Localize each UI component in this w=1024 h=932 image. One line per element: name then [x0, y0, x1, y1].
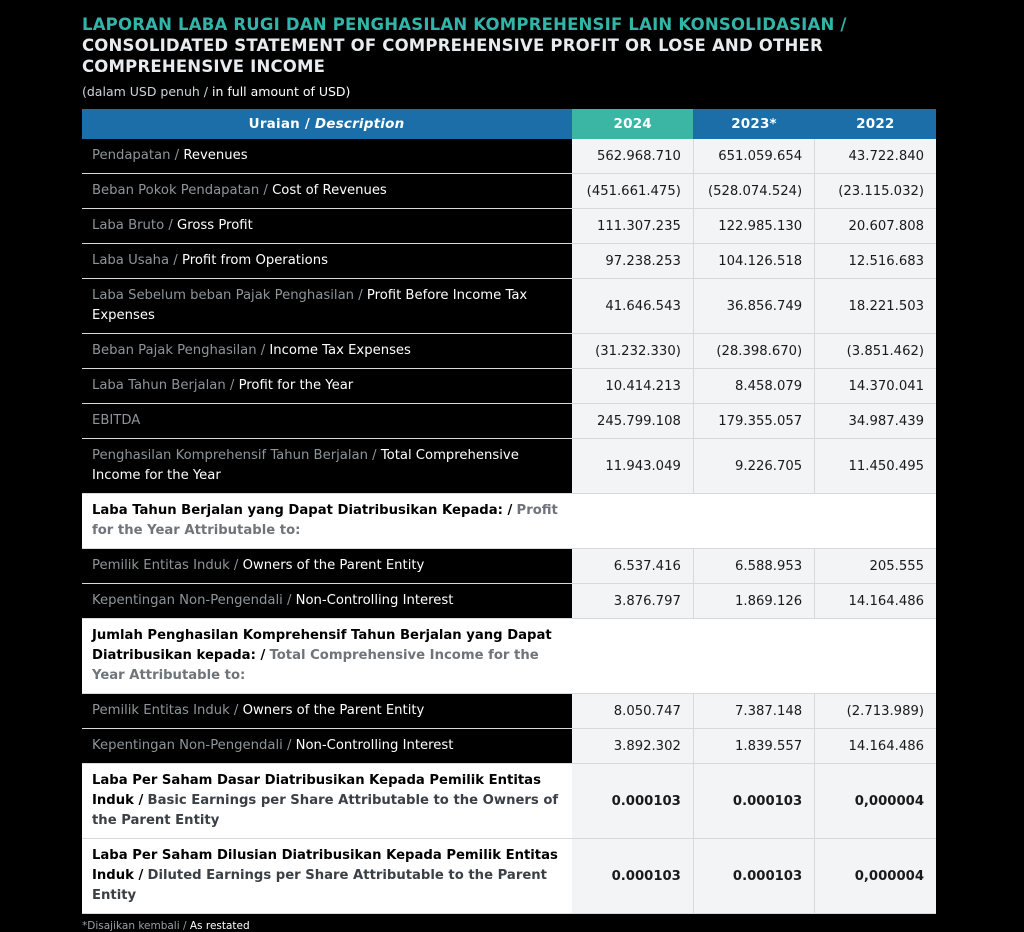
row-value: 8.458.079 [693, 369, 814, 404]
row-label-indonesian: Laba Tahun Berjalan / [92, 378, 235, 393]
row-value: 14.164.486 [815, 729, 936, 764]
row-value: 104.126.518 [693, 244, 814, 279]
row-value-empty [572, 619, 936, 694]
table-row [82, 729, 936, 764]
subtitle-english: in full amount of USD) [212, 84, 351, 99]
row-label [82, 139, 572, 174]
table-row [82, 694, 936, 729]
table-row [82, 404, 936, 439]
row-label-indonesian: Beban Pokok Pendapatan / [92, 183, 268, 198]
row-label [82, 619, 572, 694]
row-value: 11.943.049 [572, 439, 693, 494]
table-row [82, 334, 936, 369]
row-label-english: Profit for the Year Attributable to: [92, 503, 558, 538]
table-body [82, 139, 936, 914]
column-header-description-en: Description [314, 116, 405, 132]
table-row [82, 174, 936, 209]
row-value: 562.968.710 [572, 139, 693, 174]
row-value: 12.516.683 [815, 244, 936, 279]
row-label-indonesian: Kepentingan Non-Pengendali / [92, 738, 292, 753]
footnote [82, 920, 980, 932]
row-value: 245.799.108 [572, 404, 693, 439]
table-row [82, 279, 936, 334]
row-label [82, 549, 572, 584]
footnote-english: As restated [189, 920, 250, 932]
table-row [82, 209, 936, 244]
table-row [82, 139, 936, 174]
row-value: 179.355.057 [693, 404, 814, 439]
row-value: (528.074.524) [693, 174, 814, 209]
row-value: 1.869.126 [693, 584, 814, 619]
row-value: 14.370.041 [815, 369, 936, 404]
row-value: 0.000103 [572, 839, 693, 914]
row-value: 0.000103 [572, 764, 693, 839]
row-label-indonesian: Laba Usaha / [92, 253, 178, 268]
row-label-english: Gross Profit [176, 218, 253, 233]
row-value: 20.607.808 [815, 209, 936, 244]
row-label-indonesian: Pemilik Entitas Induk / [92, 703, 239, 718]
row-label [82, 209, 572, 244]
row-value: 0,000004 [815, 764, 936, 839]
row-value: (28.398.670) [693, 334, 814, 369]
row-value: 3.876.797 [572, 584, 693, 619]
page-title-indonesian: LAPORAN LABA RUGI DAN PENGHASILAN KOMPREHENSIF LAIN KONSOLIDASIAN / [82, 15, 847, 34]
row-label [82, 404, 572, 439]
row-label-english: Non-Controlling Interest [295, 738, 454, 753]
row-value: 41.646.543 [572, 279, 693, 334]
column-header-2024: 2024 [572, 109, 693, 139]
table-row [82, 619, 936, 694]
row-label-english: Total Comprehensive Income for the Year Attributable to: [92, 648, 539, 683]
row-label [82, 694, 572, 729]
row-value: 7.387.148 [693, 694, 814, 729]
row-label-indonesian: Laba Bruto / [92, 218, 173, 233]
row-label-english: Owners of the Parent Entity [242, 703, 425, 718]
row-value: 122.985.130 [693, 209, 814, 244]
row-value: (31.232.330) [572, 334, 693, 369]
column-header-2022: 2022 [815, 109, 936, 139]
row-value: 8.050.747 [572, 694, 693, 729]
column-header-description [82, 109, 572, 139]
row-label-english: Profit Before Income Tax Expenses [92, 288, 528, 323]
table-row [82, 549, 936, 584]
row-value: 9.226.705 [693, 439, 814, 494]
row-value: 43.722.840 [815, 139, 936, 174]
row-value: 10.414.213 [572, 369, 693, 404]
row-label-indonesian: Pemilik Entitas Induk / [92, 558, 239, 573]
row-value: 18.221.503 [815, 279, 936, 334]
row-value: 11.450.495 [815, 439, 936, 494]
row-label [82, 244, 572, 279]
subtitle-indonesian: (dalam USD penuh / [82, 84, 209, 99]
table-row [82, 439, 936, 494]
table-row [82, 369, 936, 404]
row-value: 111.307.235 [572, 209, 693, 244]
row-value: (451.661.475) [572, 174, 693, 209]
row-value: 36.856.749 [693, 279, 814, 334]
row-value: 97.238.253 [572, 244, 693, 279]
row-label-english: Diluted Earnings per Share Attributable to the Parent Entity [92, 868, 547, 903]
row-label [82, 439, 572, 494]
row-label-indonesian: EBITDA [92, 413, 141, 428]
row-label-indonesian: Laba Per Saham Dilusian Diatribusikan Kepada Pemilik Entitas Induk / [92, 848, 558, 883]
row-value: 651.059.654 [693, 139, 814, 174]
column-header-description-id: Uraian / [248, 116, 310, 132]
table-header-row [82, 109, 936, 139]
column-header-2023: 2023* [693, 109, 814, 139]
row-label [82, 494, 572, 549]
row-label-english: Profit for the Year [238, 378, 354, 393]
row-label-indonesian: Beban Pajak Penghasilan / [92, 343, 266, 358]
row-label-english: Owners of the Parent Entity [242, 558, 425, 573]
row-label-indonesian: Pendapatan / [92, 148, 180, 163]
row-value: 34.987.439 [815, 404, 936, 439]
row-label [82, 174, 572, 209]
footnote-indonesian: *Disajikan kembali / [82, 920, 187, 932]
row-label-english: Cost of Revenues [272, 183, 387, 198]
row-label-indonesian: Laba Sebelum beban Pajak Penghasilan / [92, 288, 363, 303]
row-label-english: Profit from Operations [181, 253, 328, 268]
row-label [82, 584, 572, 619]
row-label-english: Basic Earnings per Share Attributable to the Owners of the Parent Entity [92, 793, 559, 828]
row-label-indonesian: Laba Per Saham Dasar Diatribusikan Kepada Pemilik Entitas Induk / [92, 773, 541, 808]
row-label-indonesian: Kepentingan Non-Pengendali / [92, 593, 292, 608]
table-row [82, 839, 936, 914]
table-row [82, 584, 936, 619]
row-value: 0.000103 [693, 839, 814, 914]
row-label [82, 764, 572, 839]
row-value: (2.713.989) [815, 694, 936, 729]
page-subtitle [82, 84, 980, 100]
row-label [82, 279, 572, 334]
row-value: 0.000103 [693, 764, 814, 839]
row-label-english: Revenues [183, 148, 248, 163]
row-label-english: Total Comprehensive Income for the Year [92, 448, 519, 483]
row-label-english: Non-Controlling Interest [295, 593, 454, 608]
row-value: (3.851.462) [815, 334, 936, 369]
row-value: 3.892.302 [572, 729, 693, 764]
row-label-indonesian: Laba Tahun Berjalan yang Dapat Diatribusikan Kepada: / [92, 503, 513, 518]
table-row [82, 244, 936, 279]
row-value: 1.839.557 [693, 729, 814, 764]
row-value: 14.164.486 [815, 584, 936, 619]
table-row [82, 494, 936, 549]
page-title-english: CONSOLIDATED STATEMENT OF COMPREHENSIVE PROFIT OR LOSE AND OTHER COMPREHENSIVE INCOME [82, 36, 823, 76]
row-value: 0,000004 [815, 839, 936, 914]
table-row [82, 764, 936, 839]
row-value: 6.588.953 [693, 549, 814, 584]
financial-statement-table [82, 109, 936, 914]
row-label [82, 729, 572, 764]
row-label-indonesian: Penghasilan Komprehensif Tahun Berjalan / [92, 448, 377, 463]
row-label [82, 369, 572, 404]
row-label-english: Income Tax Expenses [269, 343, 411, 358]
row-value-empty [572, 494, 936, 549]
row-label-indonesian: Jumlah Penghasilan Komprehensif Tahun Berjalan yang Dapat Diatribusikan kepada: / [92, 628, 552, 663]
row-label [82, 334, 572, 369]
row-value: 6.537.416 [572, 549, 693, 584]
page-title [82, 14, 980, 100]
row-value: 205.555 [815, 549, 936, 584]
row-value: (23.115.032) [815, 174, 936, 209]
row-label [82, 839, 572, 914]
